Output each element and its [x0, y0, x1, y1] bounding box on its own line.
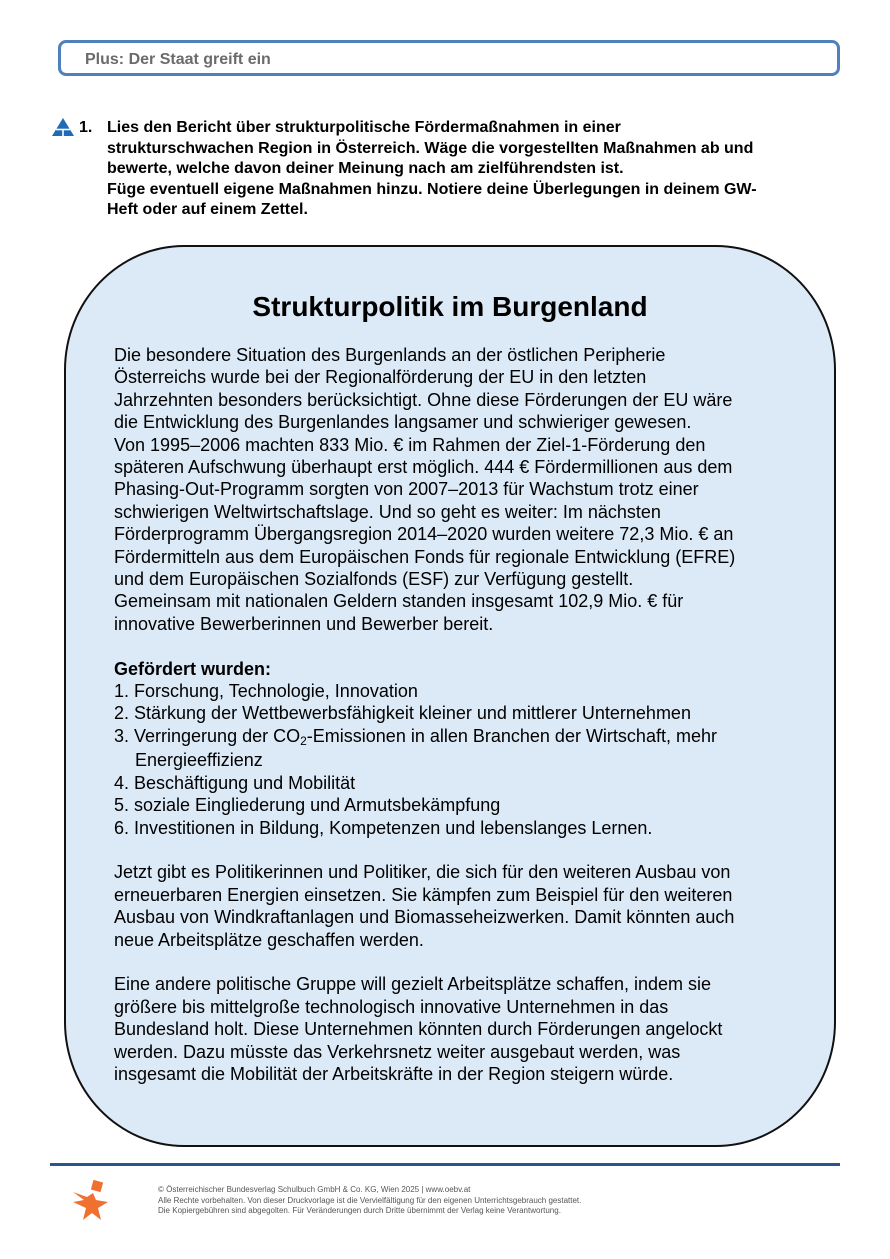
copyright-line: © Österreichischer Bundesverlag Schulbuch GmbH & Co. KG, Wien 2025 | www.oebv.at	[158, 1185, 471, 1194]
section-header	[58, 40, 840, 76]
text-line: die Entwicklung des Burgenlandes langsamer und schwieriger gewesen.	[114, 412, 692, 433]
text-line: schwierigen Weltwirtschaftslage. Und so geht es weiter: Im nächsten	[114, 501, 661, 522]
fees-line: Die Kopiergebühren sind abgegolten. Für Veränderungen durch Dritte übernimmt der Verlag keine Verantwortung.	[158, 1206, 561, 1215]
list-item-text: -Emissionen in allen Branchen der Wirtschaft, mehr	[306, 725, 717, 746]
task-line: bewerte, welche davon deiner Meinung nach am zielführendsten ist.	[107, 160, 624, 177]
list-item: 6. Investitionen in Bildung, Kompetenzen und lebenslanges Lernen.	[114, 817, 653, 838]
text-line: größere bis mittelgroße technologisch innovative Unternehmen in das	[114, 996, 669, 1017]
report-title: Strukturpolitik im Burgenland	[252, 291, 648, 322]
text-line: Jetzt gibt es Politikerinnen und Politiker, die sich für den weiteren Ausbau von	[114, 862, 731, 883]
text-line: Phasing-Out-Programm sorgten von 2007–2013 für Wachstum trotz einer	[114, 479, 699, 500]
rights-line: Alle Rechte vorbehalten. Von dieser Druckvorlage ist die Vervielfältigung für den eigenen Unterrichtsgebrauch gestattet.	[158, 1195, 582, 1205]
text-line: Jahrzehnten besonders berücksichtigt. Ohne diese Förderungen der EU wäre	[114, 389, 733, 410]
funded-heading: Gefördert wurden:	[114, 658, 272, 679]
list-item: 2. Stärkung der Wettbewerbsfähigkeit kleiner und mittlerer Unternehmen	[114, 703, 691, 724]
list-item: 5. soziale Eingliederung und Armutsbekämpfung	[114, 795, 501, 816]
task-line: Füge eventuell eigene Maßnahmen hinzu. Notiere deine Überlegungen in deinem GW-	[107, 180, 757, 198]
text-line: Eine andere politische Gruppe will gezielt Arbeitsplätze schaffen, indem sie	[114, 974, 712, 995]
text-line: Förderprogramm Übergangsregion 2014–2020 wurden weitere 72,3 Mio. € an	[114, 524, 734, 545]
task-line: strukturschwachen Region in Österreich. Wäge die vorgestellten Maßnahmen ab und	[107, 139, 754, 157]
triangle-level-icon	[52, 118, 74, 136]
subscript: 2	[300, 733, 307, 748]
text-line: insgesamt die Mobilität der Arbeitskräfte in der Region steigern würde.	[114, 1063, 674, 1084]
list-item-text: 3. Verringerung der CO	[114, 725, 301, 746]
text-line: werden. Dazu müsste das Verkehrsnetz weiter ausgebaut werden, was	[114, 1041, 681, 1062]
task-text	[107, 118, 847, 221]
text-line: erneuerbaren Energien einsetzen. Sie kämpfen zum Beispiel für den weiteren	[114, 884, 733, 905]
task-line: Heft oder auf einem Zettel.	[107, 201, 308, 218]
paragraph-renewables	[114, 861, 804, 951]
text-line: Gemeinsam mit nationalen Geldern standen insgesamt 102,9 Mio. € für	[114, 591, 684, 612]
text-line: innovative Bewerberinnen und Bewerber bereit.	[114, 613, 494, 634]
list-item-continuation: Energieeffizienz	[135, 750, 263, 771]
report-body	[114, 344, 804, 1085]
paragraph-industry	[114, 973, 804, 1085]
section-title: Plus: Der Staat greift ein	[85, 51, 271, 68]
text-line: späteren Aufschwung überhaupt erst möglich. 444 € Fördermillionen aus dem	[114, 457, 733, 478]
text-line: Österreichs wurde bei der Regionalförderung der EU in den letzten	[114, 367, 647, 388]
copyright-notice	[158, 1185, 581, 1217]
text-line: Bundesland holt. Diese Unternehmen könnten durch Förderungen angelockt	[114, 1019, 723, 1040]
text-line: und dem Europäischen Sozialfonds (ESF) zur Verfügung gestellt.	[114, 569, 634, 590]
text-line: Fördermitteln aus dem Europäischen Fonds für regionale Entwicklung (EFRE)	[114, 546, 736, 567]
text-line: Die besondere Situation des Burgenlands an der östlichen Peripherie	[114, 345, 666, 365]
text-line: neue Arbeitsplätze geschaffen werden.	[114, 929, 424, 950]
oebv-logo-icon	[70, 1180, 112, 1222]
list-item: 1. Forschung, Technologie, Innovation	[114, 681, 418, 702]
list-item	[114, 725, 804, 749]
funded-list	[114, 658, 804, 839]
task-number: 1.	[79, 119, 93, 136]
text-line: Ausbau von Windkraftanlagen und Biomasseheizwerken. Damit könnten auch	[114, 907, 735, 928]
list-item: 4. Beschäftigung und Mobilität	[114, 772, 356, 793]
text-line: Von 1995–2006 machten 833 Mio. € im Rahmen der Ziel-1-Förderung den	[114, 434, 706, 455]
paragraph-funding-history	[114, 344, 804, 635]
report-card	[64, 245, 836, 1147]
task-line: Lies den Bericht über strukturpolitische Fördermaßnahmen in einer	[107, 119, 621, 136]
footer-divider	[50, 1163, 840, 1166]
